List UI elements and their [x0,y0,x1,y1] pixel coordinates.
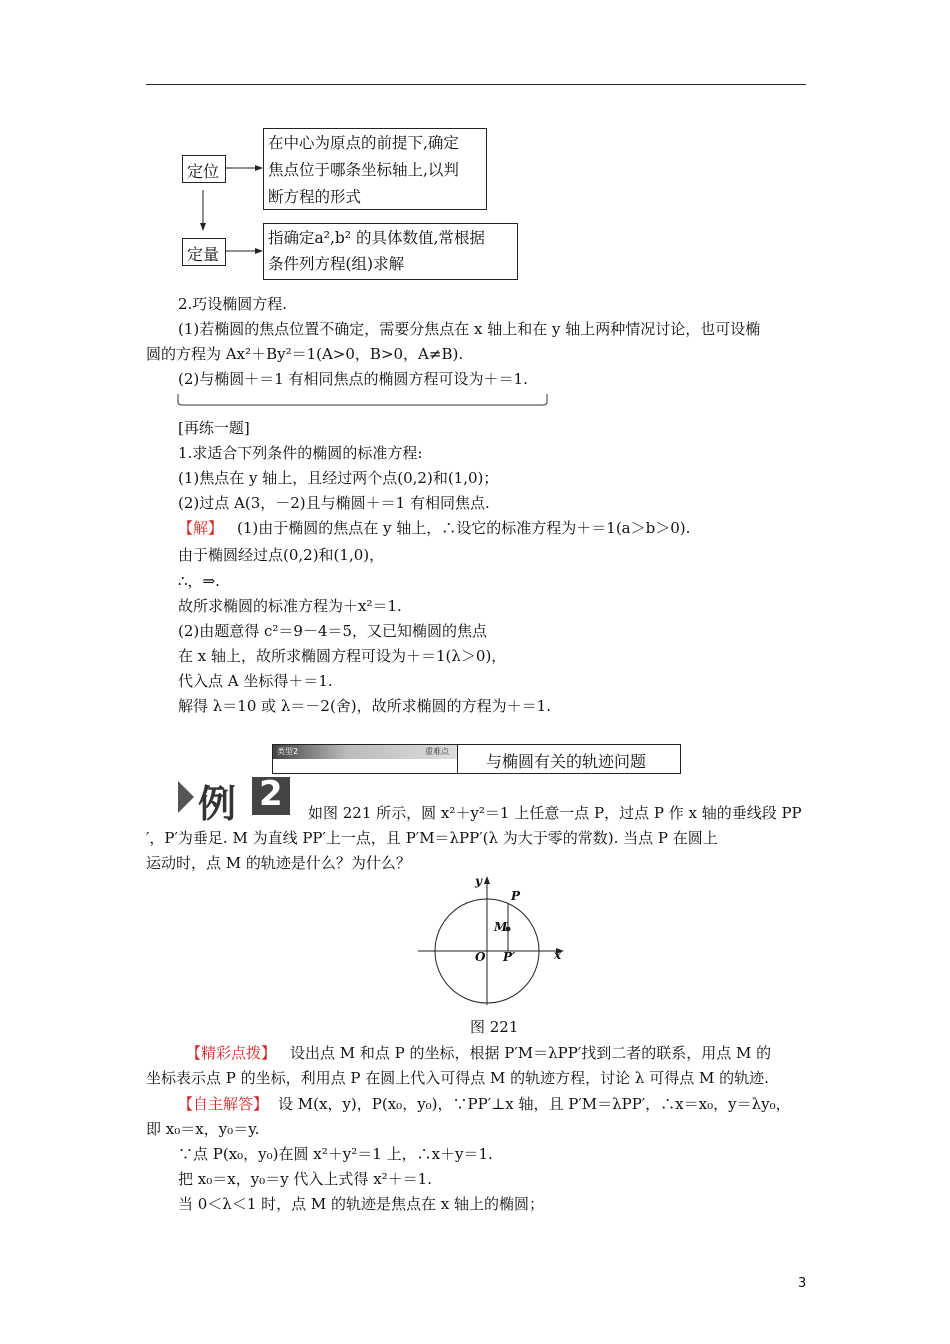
badge-char: 例 [198,782,237,826]
tips-p1-line1: (1)若椭圆的焦点位置不确定，需要分焦点在 x 轴上和在 y 轴上两种情况讨论，也可设椭 [178,320,761,338]
solution-line-2: 由于椭圆经过点(0,2)和(1,0)， [178,546,385,564]
solution-line-4: 故所求椭圆的标准方程为＋x²＝1. [178,597,402,615]
figure-caption: 图 221 [470,1018,519,1036]
flow-arrows [0,0,300,280]
box-locate: 定位 [182,155,226,183]
tips-p1-line2: 圆的方程为 Ax²＋By²＝1(A>0，B>0，A≠B). [146,345,464,363]
badge-arrow-icon [176,779,196,815]
solution-line-6: 在 x 轴上，故所求椭圆方程可设为＋＝1(λ＞0)， [178,647,507,665]
tips-p2: (2)与椭圆＋＝1 有相同焦点的椭圆方程可设为＋＝1. [178,370,528,388]
example-line-3: 运动时，点 M 的轨迹是什么？为什么？ [146,854,411,872]
solution-line-3: ∴，⇒. [178,572,220,590]
tips-heading: 2.巧设椭圆方程. [178,295,288,313]
hint-tag: 【精彩点拨】 [186,1044,277,1062]
practice-q1: (1)焦点在 y 轴上，且经过两个点(0,2)和(1,0)； [178,469,499,487]
hint-line-1: 【精彩点拨】 设出点 M 和点 P 的坐标，根据 P′M＝λPP′找到二者的联系，用点 M 的 [186,1044,772,1062]
tips-bracket [175,392,551,408]
type-banner-title: 与椭圆有关的轨迹问题 [486,752,647,771]
hint-line-2: 坐标表示点 P 的坐标，利用点 P 在圆上代入可得点 M 的轨迹方程，讨论 λ 可得点 M 的轨迹. [146,1069,769,1087]
page-number: 3 [798,1276,807,1291]
example-line-1: 如图 221 所示，圆 x²＋y²＝1 上任意一点 P，过点 P 作 x 轴的垂线段 PP [308,804,802,822]
fig-label-pprime: P′ [503,950,516,964]
type-banner [272,744,681,774]
practice-title: 1.求适合下列条件的椭圆的标准方程: [178,444,423,462]
type-banner-left: 类型2 重难点 [273,745,457,759]
answer-line-3: ∵点 P(x₀，y₀)在圆 x²＋y²＝1 上，∴x＋y＝1. [178,1145,493,1163]
answer-line-1: 【自主解答】 设 M(x，y)，P(x₀，y₀)，∵PP′⊥x 轴，且 P′M＝λPP′，∴x＝x₀，y＝λy₀， [178,1095,791,1113]
answer-line-2: 即 x₀＝x，y₀＝y. [146,1120,260,1138]
example-badge [176,774,291,826]
box-locate-desc: 在中心为原点的前提下,确定 焦点位于哪条坐标轴上,以判 断方程的形式 [263,128,487,210]
solution-line-8: 解得 λ＝10 或 λ＝－2(舍)，故所求椭圆的方程为＋＝1. [178,697,551,715]
fig-label-p: P [511,889,521,903]
solution-line-1: 【解】 (1)由于椭圆的焦点在 y 轴上，∴设它的标准方程为＋＝1(a＞b＞0). [178,519,691,537]
fig-label-x: x [554,948,562,962]
answer-line-5: 当 0＜λ＜1 时，点 M 的轨迹是焦点在 x 轴上的椭圆； [178,1195,545,1213]
solution-line-7: 代入点 A 坐标得＋＝1. [178,672,333,690]
answer-tag: 【自主解答】 [178,1095,269,1113]
fig-label-m: M [494,920,508,934]
answer-line-4: 把 x₀＝x，y₀＝y 代入上式得 x²＋＝1. [178,1170,432,1188]
badge-number: 2 [259,774,283,814]
solution-line-5: (2)由题意得 c²＝9－4＝5，又已知椭圆的焦点 [178,622,488,640]
fig-label-y: y [475,874,482,888]
fig-label-o: O [475,950,486,964]
figure-circle-diagram [410,872,570,1012]
box-quantify: 定量 [182,238,226,266]
box-quantify-desc: 指确定a²,b² 的具体数值,常根据 条件列方程(组)求解 [263,223,518,280]
example-line-2: ′，P′为垂足. M 为直线 PP′上一点，且 P′M＝λPP′(λ 为大于零的常数). 当点 P 在圆上 [146,829,718,847]
solution-tag: 【解】 [178,519,224,537]
practice-tag: [再练一题] [178,419,250,437]
practice-q2: (2)过点 A(3，－2)且与椭圆＋＝1 有相同焦点. [178,494,490,512]
